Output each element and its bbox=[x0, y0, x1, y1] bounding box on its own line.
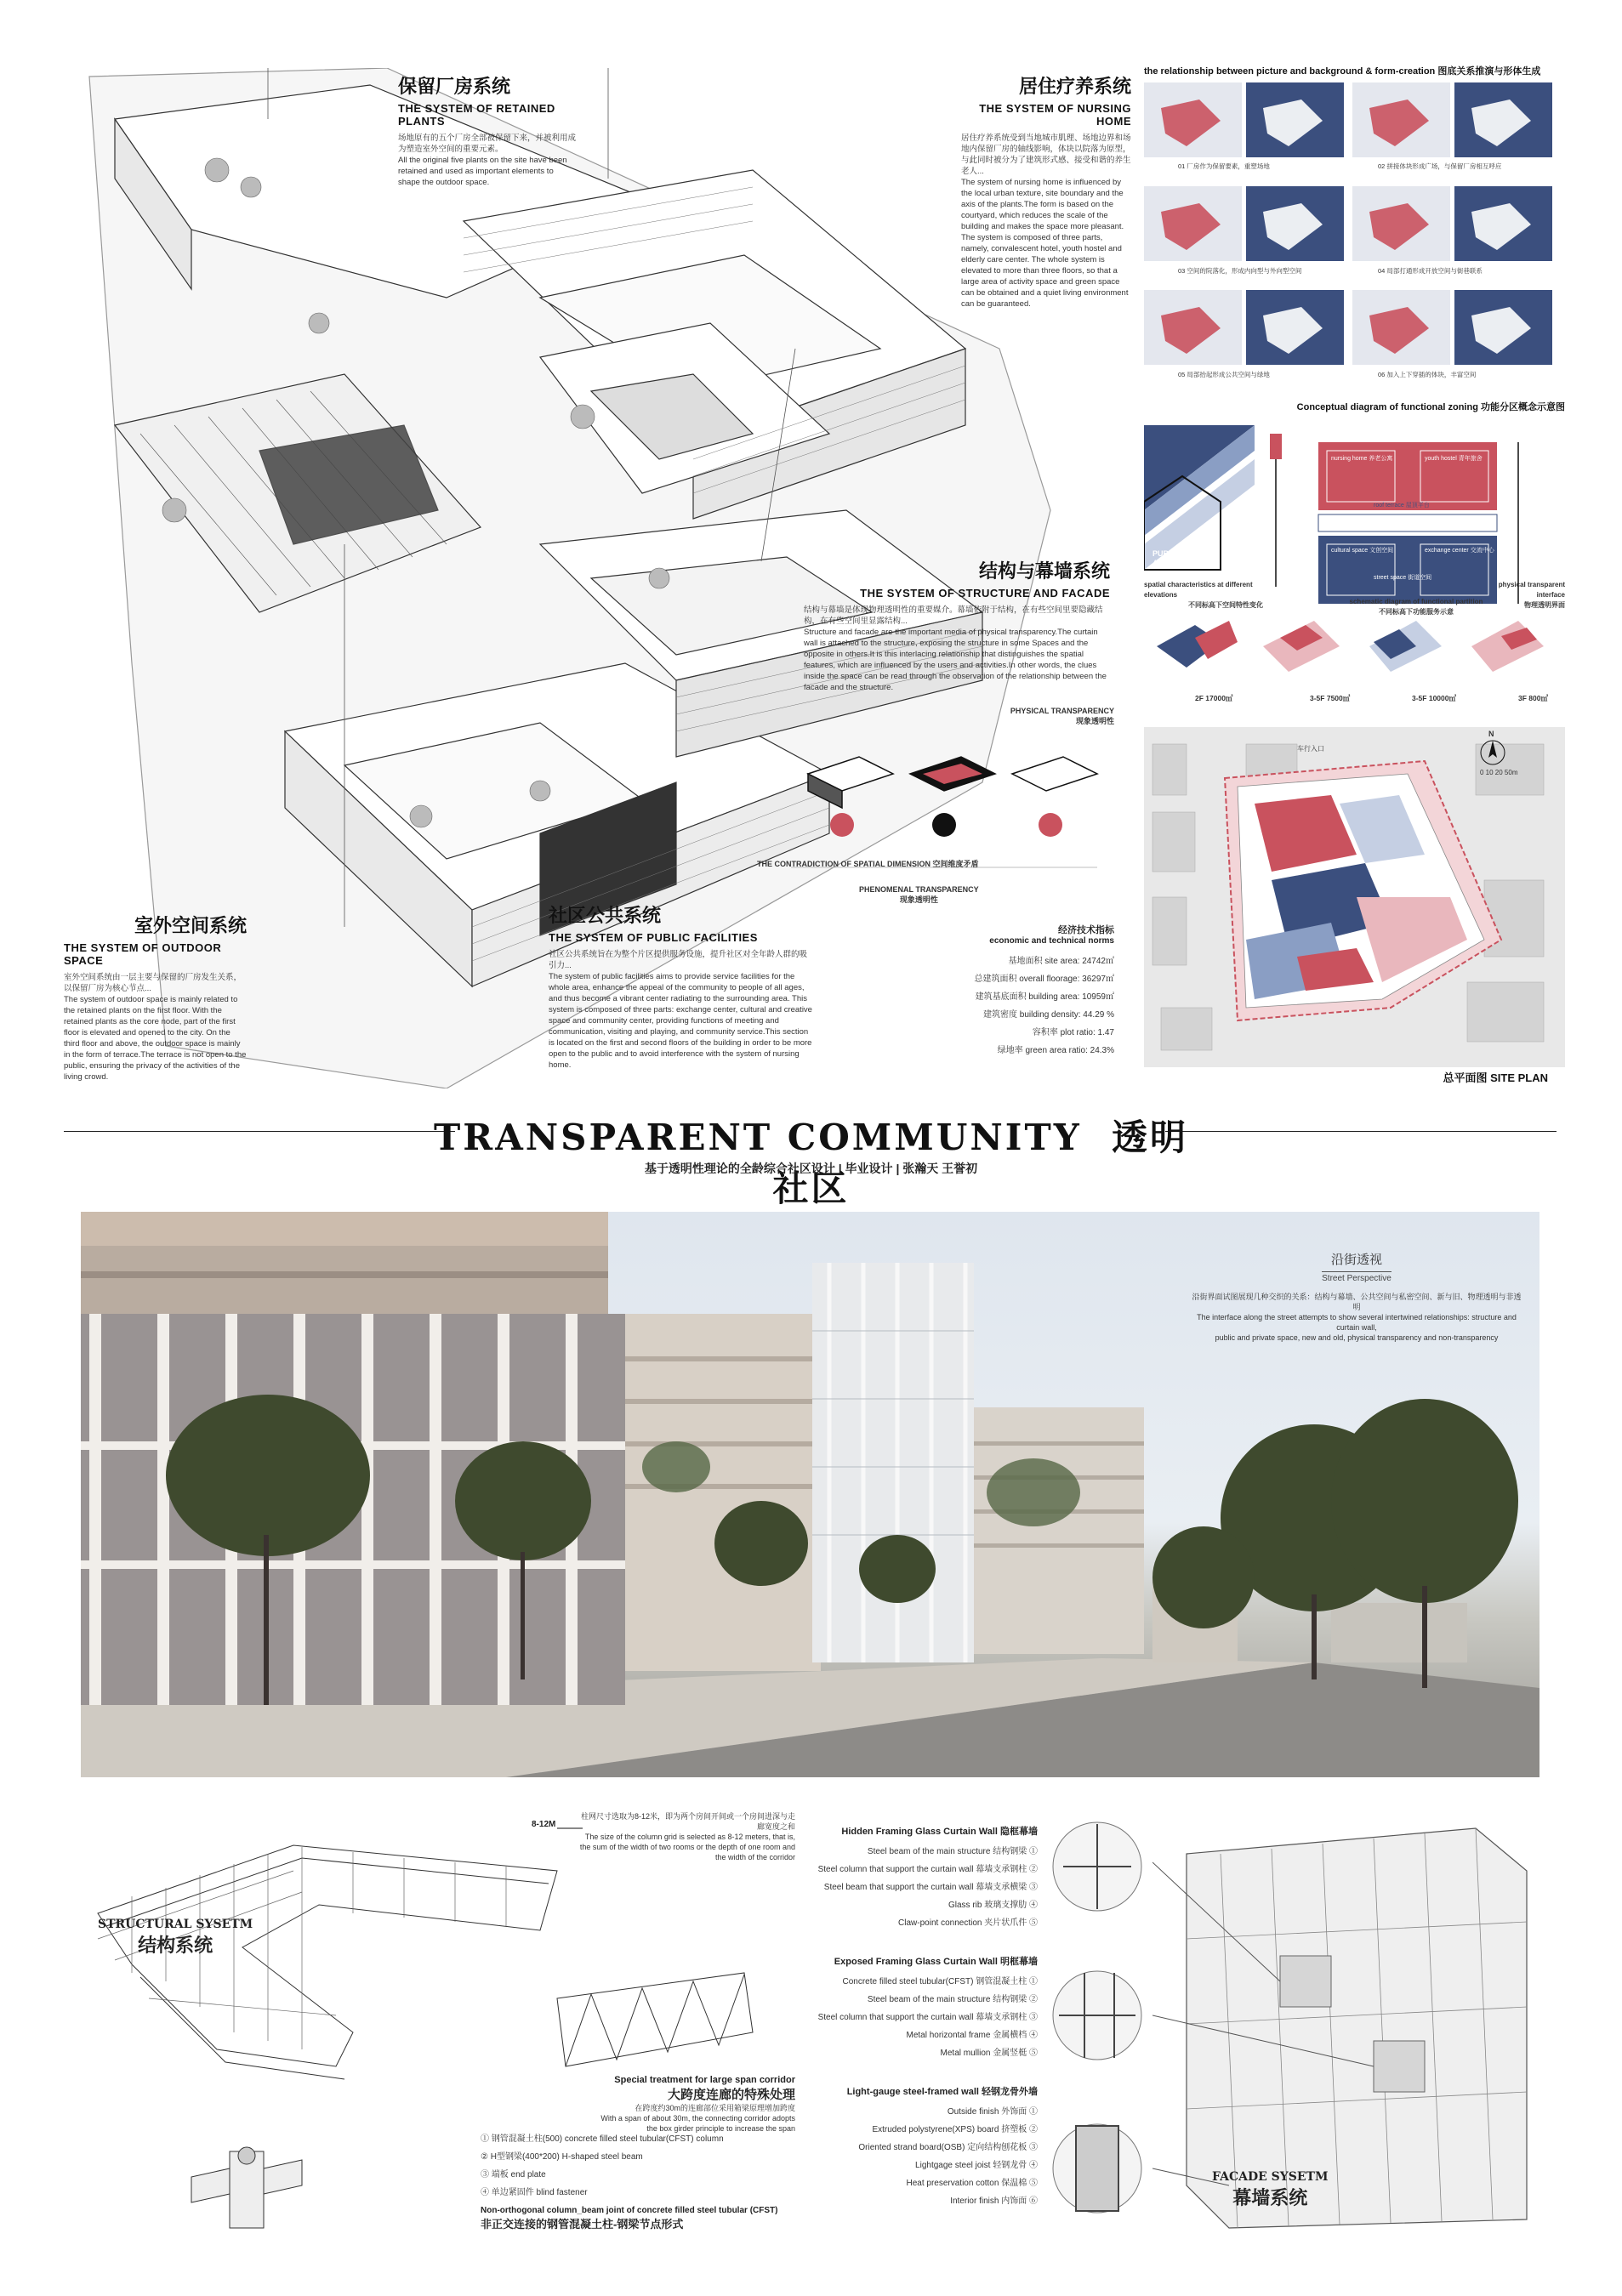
light-item: Interior finish 内饰面 ⑥ bbox=[950, 2197, 1038, 2206]
retained-title-cn: 保留厂房系统 bbox=[398, 76, 511, 98]
exposed-item: Metal mullion 金属竖梃 ⑤ bbox=[940, 2049, 1038, 2058]
hidden-curtain-title: Hidden Framing Glass Curtain Wall 隐框幕墙 bbox=[841, 1827, 1038, 1837]
public-title-en: THE SYSTEM OF PUBLIC FACILITIES bbox=[549, 931, 758, 944]
figure-ground-svg bbox=[1144, 82, 1565, 389]
public-space-label: PUBLIC SPACE 公共空间 bbox=[1152, 549, 1209, 568]
norms-row: 绿地率 green area ratio: 24.3% bbox=[997, 1046, 1114, 1055]
zoning-right-caption: physical transparent interface 物理透明界面 bbox=[1498, 581, 1565, 609]
structure-text-en: Structure and facade are the important media of physical transparency.The curtain wall is attached to the structure, exposing the structure in some Spaces and the opposite in others.It is this interlacing relationship that distinguishes the spatial features, which are influenced by the users and activities.In other words, the clues inside the space can be read through the observation of the relationship between the facade and the structure. bbox=[804, 628, 1107, 692]
exposed-item: Concrete filled steel tubular(CFST) 钢管混凝土柱 ① bbox=[842, 1977, 1038, 1986]
light-item: Lightgage steel joist 轻钢龙骨 ④ bbox=[915, 2161, 1038, 2170]
facade-list-panel bbox=[808, 1824, 1038, 2210]
facade-svg bbox=[1152, 1820, 1539, 2236]
norms-title-cn: 经济技术指标 bbox=[1058, 925, 1114, 935]
street-desc-en-2: public and private space, new and old, physical transparency and non-transparency bbox=[1215, 1333, 1499, 1342]
public-text-en: The system of public facilities aims to provide service facilities for the whole area, enhance the appeal of the community to people of all ages, and thus become a vibrant center radiating to the surrounding area. This system is composed of three parts: exchange center, cultural and creative space and community center, providing functions of meeting and communication, visiting and playing, and community service.This section is located on the first and second floors of the building in order to be more open to the public and to avoid interference with the system of nursing home. bbox=[549, 972, 812, 1070]
physical-transparency-label: PHYSICAL TRANSPARENCY 现象透明性 bbox=[1010, 707, 1114, 725]
structure-title-cn: 结构与幕墙系统 bbox=[978, 560, 1110, 583]
light-gauge-title: Light-gauge steel-framed wall 轻钢龙骨外墙 bbox=[846, 2087, 1038, 2097]
light-item: Heat preservation cotton 保温棉 ⑤ bbox=[906, 2179, 1038, 2188]
joint-item: ② H型钢梁(400*200) H-shaped steel beam bbox=[481, 2152, 643, 2162]
fg-caption: 05 局部抬起形成公共空间与绿地 bbox=[1178, 371, 1270, 378]
joint-legend bbox=[481, 2130, 724, 2202]
public-facilities-section bbox=[549, 901, 812, 1071]
hidden-item: Glass rib 玻璃支撑肋 ④ bbox=[948, 1901, 1038, 1910]
contradiction-label: THE CONTRADICTION OF SPATIAL DIMENSION 空间维度矛盾 bbox=[757, 860, 979, 868]
figure-ground-panel bbox=[1144, 64, 1565, 391]
joint-item: ③ 端板 end plate bbox=[481, 2170, 546, 2179]
exposed-item: Steel column that support the curtain wall 幕墙支承钢柱 ③ bbox=[817, 2013, 1038, 2022]
zoning-left-caption: spatial characteristics at different elevations 不同标高下空间特性变化 bbox=[1144, 581, 1263, 609]
site-plan-panel bbox=[1144, 727, 1565, 1084]
figure-ground-title: the relationship between picture and background & form-creation 图底关系推演与形体生成 bbox=[1144, 66, 1541, 77]
hidden-item: Steel column that support the curtain wall 幕墙支承钢柱 ② bbox=[817, 1865, 1038, 1874]
corridor-note: Special treatment for large span corridor 大跨度连廊的特殊处理 在跨度约30m的连廊部位采用箱梁原理增加跨度 With a span of about 30m, the connecting corridor adopts the box girder principle to increase the span bbox=[600, 2075, 795, 2133]
norms-title-en: economic and technical norms bbox=[989, 936, 1114, 946]
street-title-cn: 沿街透视 bbox=[1330, 1252, 1382, 1267]
public-text-cn: 社区公共系统旨在为整个片区提供服务设施，提升社区对全年龄人群的吸引力... bbox=[549, 950, 808, 970]
street-perspective bbox=[81, 1212, 1539, 1777]
title-rule-right bbox=[1165, 1131, 1557, 1132]
zoning-title: Conceptual diagram of functional zoning 功能分区概念示意图 bbox=[1296, 402, 1565, 412]
norms-row: 建筑基底面积 building area: 10959㎡ bbox=[975, 992, 1114, 1002]
functional-zoning-panel: Conceptual diagram of functional zoning 功能分区概念示意图 PUBLIC SPACE 公共空间 nursing home 养老公寓 youth hostel 青年旅舍 roof terrace 屋顶平台 interior space 室内空间 cultural space 文创空间 exchange center 交流中心 street space 街道空间 spatial characteristics at different elevations 不同标高下空间特性变化 schematic diagram of functional partition 不同标高下功能服务示意 physical transparent interface 物理透明界面 2F 17000㎡ 3-5F 7500㎡ 3-5F 10000㎡ 3F 800㎡ bbox=[1144, 400, 1565, 719]
north-label: N bbox=[1488, 730, 1494, 738]
outdoor-text-cn: 室外空间系统由一层主要与保留的厂房发生关系，以保留厂房为核心节点... bbox=[64, 973, 242, 993]
nursing-title-cn: 居住疗养系统 bbox=[1018, 76, 1131, 98]
facade-label: FACADE SYSETM 幕墙系统 bbox=[1212, 2170, 1329, 2209]
hidden-item: Steel beam that support the curtain wall 幕墙支承横梁 ③ bbox=[823, 1883, 1038, 1892]
economic-norms bbox=[902, 923, 1114, 1060]
outdoor-title-cn: 室外空间系统 bbox=[134, 915, 247, 937]
exposed-curtain-title: Exposed Framing Glass Curtain Wall 明框幕墙 bbox=[834, 1957, 1038, 1967]
structure-title-en: THE SYSTEM OF STRUCTURE AND FACADE bbox=[860, 587, 1110, 600]
outdoor-title-en: THE SYSTEM OF OUTDOOR SPACE bbox=[64, 941, 222, 967]
main-title: TRANSPARENT COMMUNITY 透明社区 bbox=[434, 1117, 1188, 1209]
transparency-svg bbox=[757, 706, 1114, 910]
retained-title-en: THE SYSTEM OF RETAINED PLANTS bbox=[398, 102, 555, 128]
retained-text-cn: 场地原有的五个厂房全部被保留下来，并被利用成为塑造室外空间的重要元素。 bbox=[398, 134, 577, 154]
structure-text-cn: 结构与幕墙是体现物理透明性的重要媒介。幕墙依附于结构，在有些空间里要隐藏结构，在有些空间里显露结构... bbox=[804, 605, 1103, 626]
site-scale: 0 10 20 50m bbox=[1480, 769, 1518, 776]
street-title-en: Street Perspective bbox=[1322, 1271, 1392, 1283]
phenomenal-label: PHENOMENAL TRANSPARENCY 现象透明性 bbox=[859, 885, 979, 904]
joint-title: Non-orthogonal column_beam joint of concrete filled steel tubular (CFST) 非正交连接的钢管混凝土柱-钢梁节点形式 bbox=[481, 2206, 778, 2231]
light-item: Oriented strand board(OSB) 定向结构刨花板 ③ bbox=[858, 2143, 1038, 2152]
norms-row: 基地面积 site area: 24742㎡ bbox=[1008, 957, 1114, 966]
hidden-item: Steel beam of the main structure 结构钢梁 ① bbox=[867, 1847, 1038, 1856]
light-item: Outside finish 外饰面 ① bbox=[947, 2107, 1038, 2117]
exposed-item: Metal horizontal frame 金属横档 ④ bbox=[906, 2031, 1038, 2040]
zoning-mid-caption: schematic diagram of functional partition 不同标高下功能服务示意 bbox=[1349, 598, 1483, 616]
street-desc-en-1: The interface along the street attempts to show several intertwined relationships: structure and curtain wall, bbox=[1197, 1313, 1517, 1332]
structural-system-panel bbox=[81, 1811, 795, 2236]
subtitle: 基于透明性理论的全龄综合社区设计 | 毕业设计 | 张瀚天 王誉初 bbox=[644, 1162, 978, 1175]
detail-circles-svg bbox=[1050, 1820, 1144, 2228]
facade-details bbox=[1050, 1820, 1144, 2228]
grid-note: 柱网尺寸选取为8-12米，即为两个房间开间或一个房间进深与走廊宽度之和 The size of the column grid is selected as 8-12 meters, that is, the sum of the width of two rooms or the depth of one room and the width of the corridor bbox=[579, 1812, 795, 1861]
fg-caption: 03 空间的院落化，形成内向型与外向型空间 bbox=[1178, 267, 1302, 275]
norms-row: 容积率 plot ratio: 1.47 bbox=[1032, 1028, 1114, 1037]
site-plan-svg bbox=[1144, 727, 1565, 1067]
light-item: Extruded polystyrene(XPS) board 挤塑板 ② bbox=[872, 2125, 1038, 2134]
structural-label: STRUCTURAL SYSETM 结构系统 bbox=[98, 1918, 253, 1957]
structure-facade-section bbox=[804, 557, 1110, 693]
fg-caption: 04 局部打通形成开放空间与街巷联系 bbox=[1378, 267, 1483, 275]
street-desc-cn: 沿街界面试图展现几种交织的关系：结构与幕墙、公共空间与私密空间、新与旧、物理透明与非透明 bbox=[1192, 1293, 1522, 1311]
nursing-title-en: THE SYSTEM OF NURSING HOME bbox=[979, 102, 1131, 128]
street-caption bbox=[1191, 1250, 1522, 1343]
nursing-text-en: The system of nursing home is influenced by the local urban texture, site boundary and the axis of the plants.The form is based on the courtyard, which reduces the scale of the building and makes the space more pleasant. The system is composed of three parts, namely, convalescent hotel, youth hostel and elderly care center. The whole system is elevated to more than three floors, so that a large area of activity space and green space can be obtained and a quiet living environment can be guaranteed. bbox=[961, 178, 1129, 309]
norms-row: 总建筑面积 overall floorage: 36297㎡ bbox=[974, 975, 1114, 984]
entrance-label: 车行入口 bbox=[1297, 745, 1324, 753]
hidden-item: Claw-point connection 夹片状爪件 ⑤ bbox=[898, 1918, 1038, 1928]
public-title-cn: 社区公共系统 bbox=[549, 905, 662, 927]
fg-caption: 01 厂房作为保留要素，重塑场地 bbox=[1178, 162, 1270, 170]
retained-plants-section bbox=[398, 72, 577, 188]
fg-caption: 06 加入上下穿插的体块，丰富空间 bbox=[1378, 371, 1477, 378]
title-rule-left bbox=[64, 1131, 455, 1132]
joint-item: ① 钢管混凝土柱(500) concrete filled steel tubular(CFST) column bbox=[481, 2134, 724, 2144]
span-label: 8-12M bbox=[532, 1820, 556, 1829]
outdoor-space-section bbox=[64, 912, 247, 1083]
nursing-text-cn: 居住疗养系统受到当地城市肌理、场地边界和场地内保留厂房的轴线影响，体块以院落为原型，与此同时被分为了建筑形式感、接受和谐的养生老人... bbox=[961, 134, 1131, 176]
joint-item: ④ 单边紧固件 blind fastener bbox=[481, 2188, 588, 2197]
exposed-item: Steel beam of the main structure 结构钢梁 ② bbox=[867, 1995, 1038, 2004]
outdoor-text-en: The system of outdoor space is mainly related to the retained plants on the first floor. With the retained plants as the core node, part of the first floor is elevated and opened to the city. On the third floor and above, the outdoor space is mainly in the form of terrace.The terrace is not open to the public, ensuring the privacy of the activities of the living crowd. bbox=[64, 995, 247, 1082]
fg-caption: 02 拼接体块形成广场，与保留厂房相互呼应 bbox=[1378, 162, 1502, 170]
nursing-home-section bbox=[961, 72, 1131, 310]
facade-axonometric bbox=[1152, 1820, 1539, 2236]
transparency-diagram bbox=[757, 706, 1114, 910]
retained-text-en: All the original five plants on the site have been retained and used as important elements to shape the outdoor space. bbox=[398, 156, 567, 187]
norms-row: 建筑密度 building density: 44.29 % bbox=[983, 1010, 1114, 1020]
site-plan-label: 总平面图 SITE PLAN bbox=[1443, 1071, 1548, 1084]
title-band bbox=[0, 1105, 1622, 1209]
